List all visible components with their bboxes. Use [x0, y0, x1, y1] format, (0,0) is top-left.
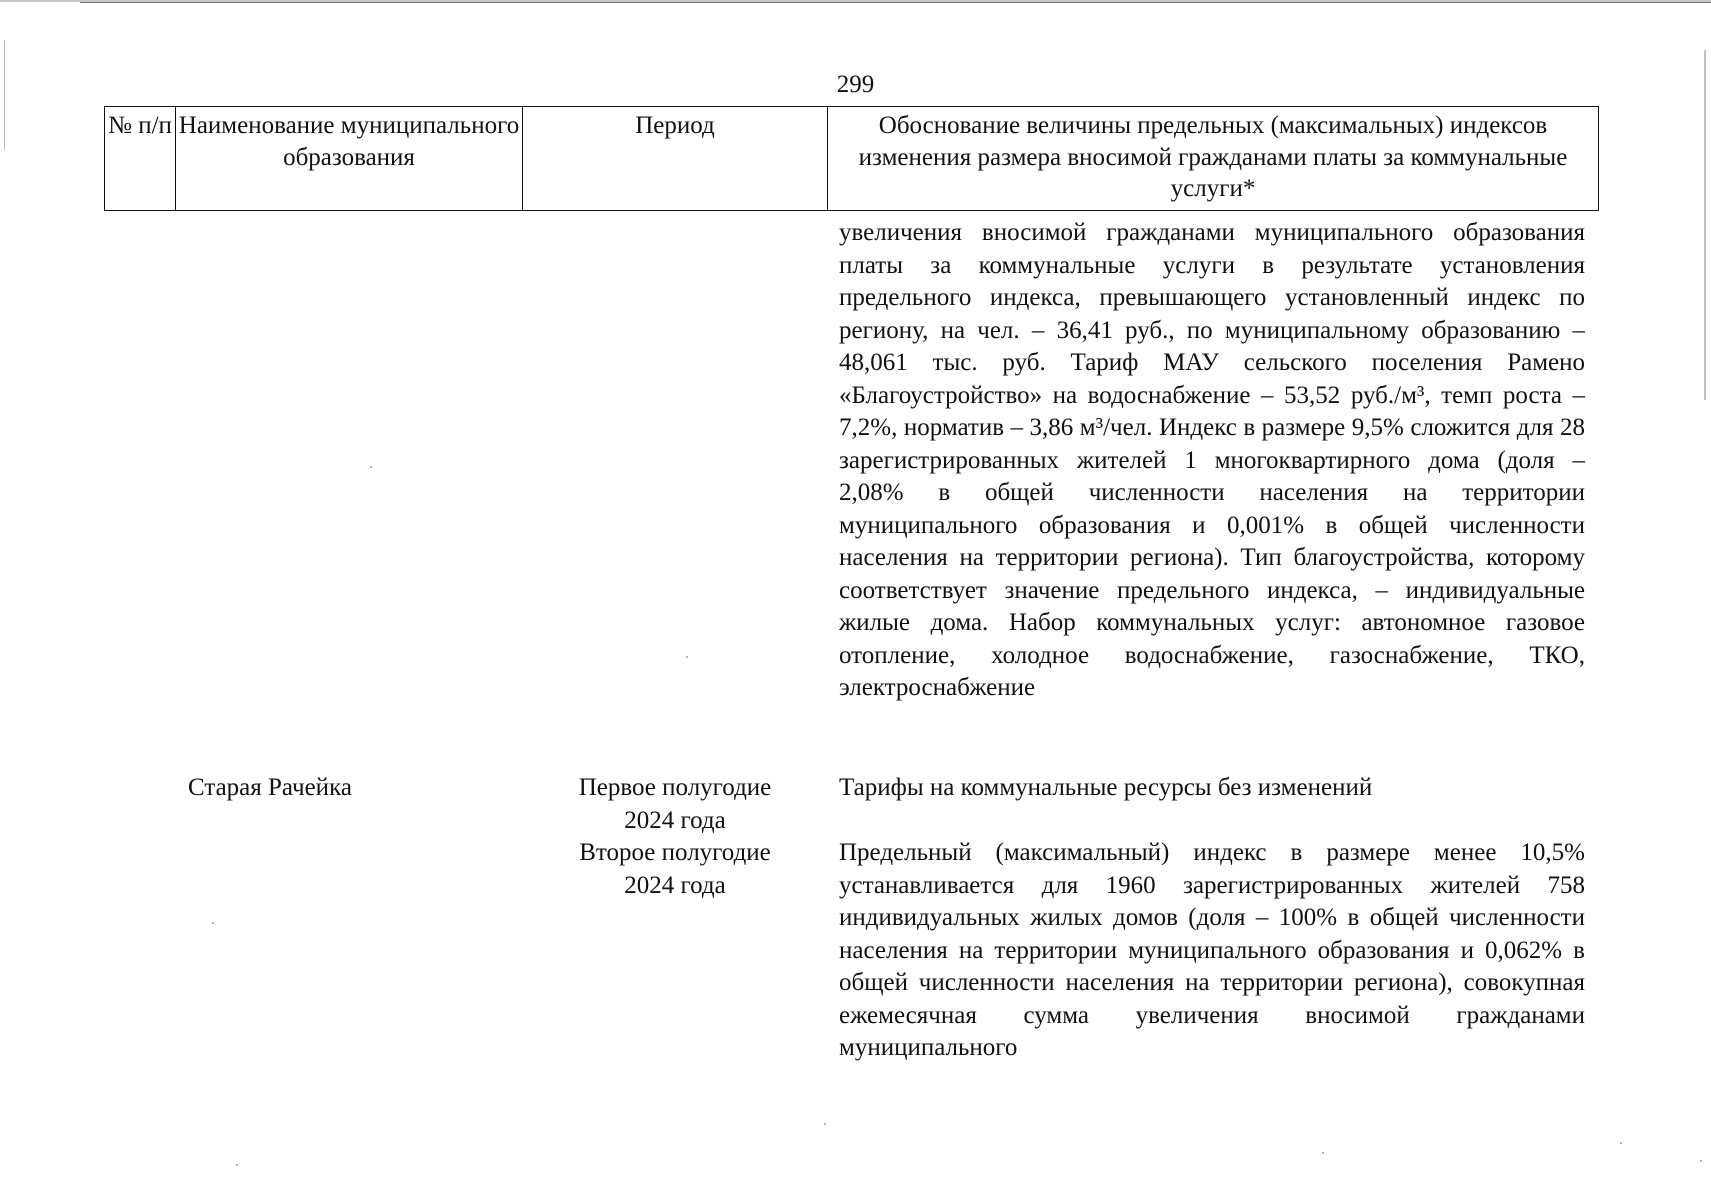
justification-second-half: Предельный (максимальный) индекс в размере менее 10,5% устанавливается для 1960 зарегистрированных жителей 758 индивидуальных жилых домов (доля – 100% в общей численности населения на территории муниципального образования и 0,062% в общей численности населения на территории региона), совокупная ежемесячная сумма увеличения вносимой гражданами муниципального	[839, 839, 1585, 1061]
header-col-name: Наименование муниципального образования	[176, 107, 523, 211]
scan-speck	[212, 922, 214, 924]
justification-first-half: Тарифы на коммунальные ресурсы без изменений	[839, 774, 1373, 801]
header-col-number: № п/п	[105, 107, 176, 211]
scan-edge-line	[80, 2, 1711, 3]
header-col-justification: Обоснование величины предельных (максимальных) индексов изменения размера вносимой гражданами платы за коммунальные услуги*	[828, 107, 1599, 211]
scan-speck	[1620, 1142, 1622, 1144]
scan-speck	[686, 656, 688, 658]
header-row	[105, 107, 1599, 211]
scan-speck	[824, 1123, 826, 1125]
scan-speck	[1322, 1152, 1324, 1154]
period-first-half: Первое полугодие 2024 года	[578, 774, 772, 834]
scan-speck	[1700, 1160, 1702, 1162]
scan-speck	[236, 1164, 238, 1166]
scan-speck	[370, 466, 372, 468]
municipality-name: Старая Рачейка	[188, 774, 352, 801]
header-col-period: Период	[523, 107, 828, 211]
justification-continuation	[839, 217, 1585, 705]
period-second-half: Второе полугодие 2024 года	[579, 839, 771, 899]
scan-edge-right	[1704, 50, 1706, 400]
page-number: 299	[836, 71, 875, 98]
justification-text: увеличения вносимой гражданами муниципального образования платы за коммунальные услуги в результате установления предельного индекса, превышающего установленный индекс по региону, на чел. – 36,41 руб., по муниципальному образованию – 48,061 тыс. руб. Тариф МАУ сельского поселения Рамено «Благоустройство» на водоснабжение – 53,52 руб./м³, темп роста – 7,2%, норматив – 3,86 м³/чел. Индекс в размере 9,5% сложится для 28 зарегистрированных жителей 1 многоквартирного дома (доля – 2,08% в общей численности населения на территории муниципального образования и 0,001% в общей численности населения на территории региона). Тип благоустройства, которому соответствует значение предельного индекса, – индивидуальные жилые дома. Набор коммунальных услуг: автономное газовое отопление, холодное водоснабжение, газоснабжение, ТКО, электроснабжение	[839, 219, 1585, 701]
table-header	[104, 106, 1599, 211]
